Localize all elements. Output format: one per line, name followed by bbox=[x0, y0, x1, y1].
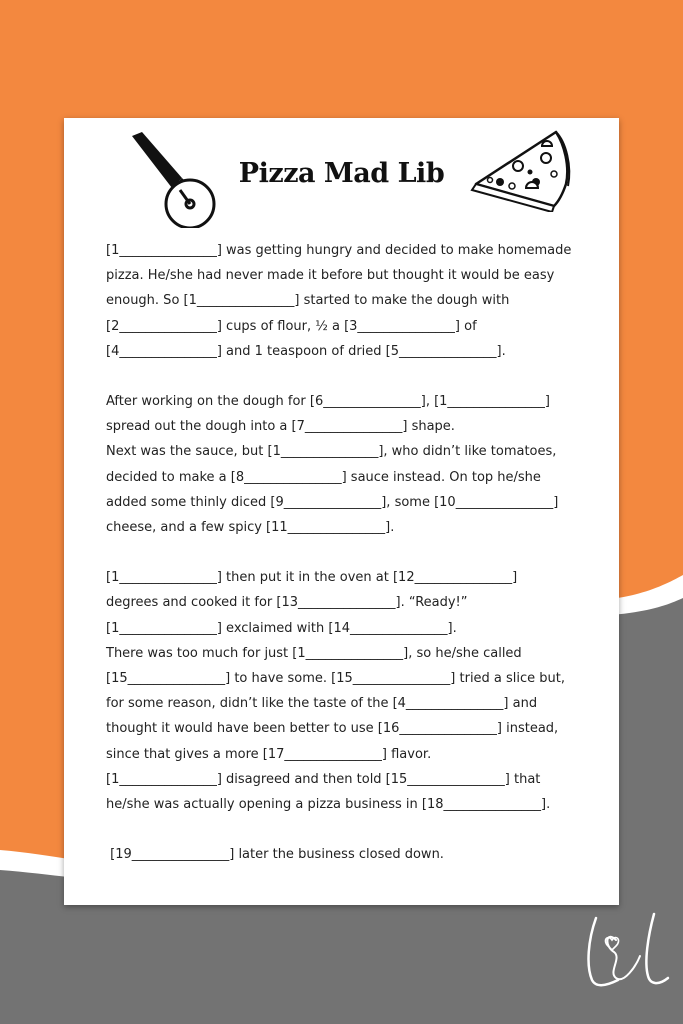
paragraph-4 bbox=[106, 842, 606, 867]
page-title: Pizza Mad Lib bbox=[238, 158, 445, 189]
story-line: [19_______________] later the business closed down. bbox=[106, 847, 444, 863]
story-line: [1_______________] disagreed and then told [15_______________] that bbox=[106, 771, 541, 787]
story-line: he/she was actually opening a pizza business in [18_______________]. bbox=[106, 797, 551, 813]
story-line: enough. So [1_______________] started to make the dough with bbox=[106, 293, 510, 309]
logo-signature bbox=[578, 910, 674, 992]
story-line: cheese, and a few spicy [11_______________]. bbox=[106, 520, 395, 536]
story-line: [4_______________] and 1 teaspoon of dried [5_______________]. bbox=[106, 343, 506, 359]
story-line: thought it would have been better to use [16_______________] instead, bbox=[106, 721, 559, 737]
story-line: [1_______________] then put it in the oven at [12_______________] bbox=[106, 570, 518, 586]
paragraph-2 bbox=[106, 389, 606, 540]
mad-lib-sheet bbox=[64, 118, 619, 905]
story-line: There was too much for just [1_______________], so he/she called bbox=[106, 645, 522, 661]
story-line: decided to make a [8_______________] sauce instead. On top he/she bbox=[106, 469, 541, 485]
story-line: [15_______________] to have some. [15_______________] tried a slice but, bbox=[106, 671, 566, 687]
story-line: [1_______________] was getting hungry and decided to make homemade bbox=[106, 243, 572, 258]
story-line: [1_______________] exclaimed with [14_______________]. bbox=[106, 620, 457, 636]
story-line: for some reason, didn’t like the taste of the [4_______________] and bbox=[106, 696, 538, 712]
story-text bbox=[106, 238, 606, 892]
story-line: added some thinly diced [9_______________], some [10_______________] bbox=[106, 494, 559, 510]
story-line: spread out the dough into a [7_______________] shape. bbox=[106, 419, 455, 435]
story-line: pizza. He/she had never made it before but thought it would be easy bbox=[106, 268, 555, 284]
pizza-slice-icon bbox=[466, 122, 576, 212]
story-line: degrees and cooked it for [13_______________]. “Ready!” bbox=[106, 595, 468, 611]
paragraph-1 bbox=[106, 238, 606, 364]
paragraph-3 bbox=[106, 565, 606, 817]
story-line: After working on the dough for [6_______________], [1_______________] bbox=[106, 394, 551, 410]
story-line: since that gives a more [17_______________] flavor. bbox=[106, 746, 432, 762]
story-line: [2_______________] cups of flour, ½ a [3_______________] of bbox=[106, 318, 477, 334]
story-line: Next was the sauce, but [1_______________], who didn’t like tomatoes, bbox=[106, 444, 557, 460]
